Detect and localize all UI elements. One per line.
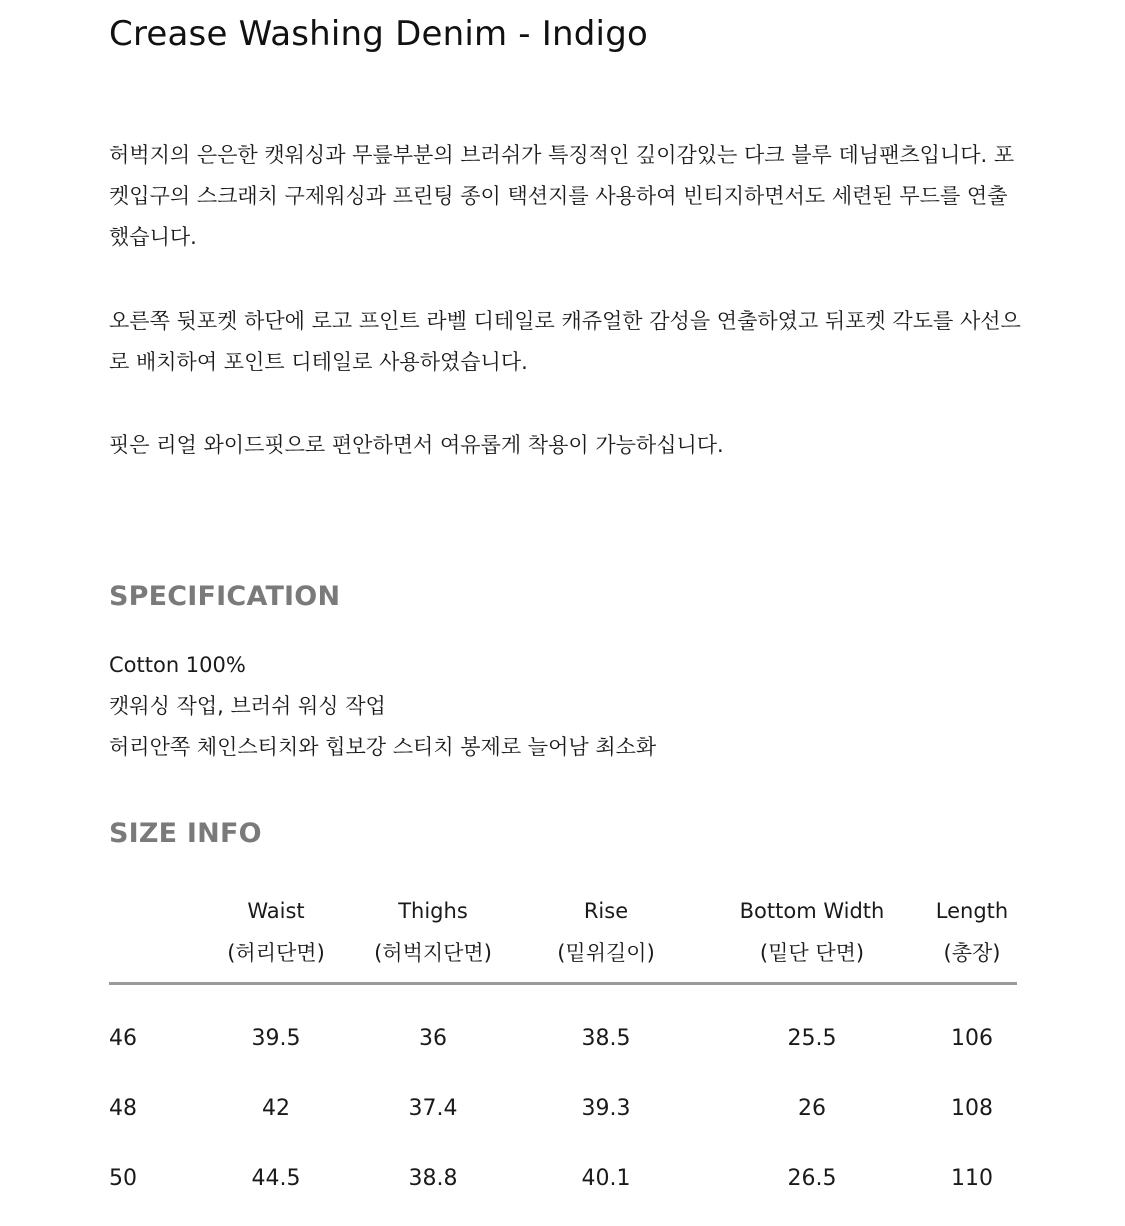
table-row: [109, 1004, 1017, 1074]
rise-cell: 40.1: [581, 1166, 631, 1191]
column-label: Thighs: [398, 899, 468, 923]
bottom-width-cell: 26.5: [787, 1166, 837, 1191]
size-cell: 46: [109, 1026, 137, 1051]
column-header-rise: [557, 890, 655, 974]
column-label: Bottom Width: [739, 899, 885, 923]
size-info-heading: SIZE INFO: [109, 818, 262, 849]
description-paragraph-3: 핏은 리얼 와이드핏으로 편안하면서 여유롭게 착용이 가능하십니다.: [109, 433, 724, 457]
column-sublabel: (밑위길이): [557, 941, 655, 965]
bottom-width-cell: 25.5: [787, 1026, 837, 1051]
waist-cell: 44.5: [251, 1166, 301, 1191]
table-row: [109, 1144, 1017, 1214]
size-cell: 50: [109, 1166, 137, 1191]
spec-item: 허리안쪽 체인스티치와 힙보강 스티치 봉제로 늘어남 최소화: [109, 735, 657, 759]
size-table-header: [109, 890, 1017, 985]
waist-cell: 39.5: [251, 1026, 301, 1051]
length-cell: 108: [951, 1096, 993, 1121]
thighs-cell: 38.8: [408, 1166, 458, 1191]
size-table: [109, 890, 1017, 985]
column-label: Rise: [583, 899, 629, 923]
column-header-length: [936, 890, 1008, 974]
thighs-cell: 37.4: [408, 1096, 458, 1121]
rise-cell: 39.3: [581, 1096, 631, 1121]
size-cell: 48: [109, 1096, 137, 1121]
table-row: [109, 1074, 1017, 1144]
size-table-body: [109, 1004, 1017, 1214]
length-cell: 106: [951, 1026, 993, 1051]
bottom-width-cell: 26: [798, 1096, 826, 1121]
product-title: Crease Washing Denim - Indigo: [109, 14, 648, 54]
column-header-waist: [227, 890, 325, 974]
spec-item: 캣워싱 작업, 브러쉬 워싱 작업: [109, 694, 386, 718]
specification-heading: SPECIFICATION: [109, 581, 341, 612]
column-sublabel: (허리단면): [227, 941, 325, 965]
thighs-cell: 36: [419, 1026, 447, 1051]
waist-cell: 42: [262, 1096, 290, 1121]
column-sublabel: (밑단 단면): [759, 941, 865, 965]
length-cell: 110: [951, 1166, 993, 1191]
column-header-bottom-width: [740, 890, 885, 974]
product-detail-page: [109, 0, 1019, 1226]
column-header-thighs: [374, 890, 492, 974]
column-label: Length: [935, 899, 1009, 923]
spec-item: Cotton 100%: [109, 653, 246, 677]
column-sublabel: (허벅지단면): [374, 941, 492, 965]
column-sublabel: (총장): [943, 941, 1001, 965]
description-paragraph-1: 허벅지의 은은한 캣워싱과 무릎부분의 브러쉬가 특징적인 깊이감있는 다크 블루 데님팬츠입니다. 포켓입구의 스크래치 구제워싱과 프린팅 종이 택션지를 사용하여 빈티지하면서도 세련된 무드를 연출했습니다.: [109, 143, 1015, 249]
rise-cell: 38.5: [581, 1026, 631, 1051]
description-paragraph-2: 오른쪽 뒷포켓 하단에 로고 프인트 라벨 디테일로 캐쥬얼한 감성을 연출하였고 뒤포켓 각도를 사선으로 배치하여 포인트 디테일로 사용하였습니다.: [109, 309, 1021, 374]
column-label: Waist: [247, 899, 305, 923]
specification-list: [109, 645, 656, 768]
